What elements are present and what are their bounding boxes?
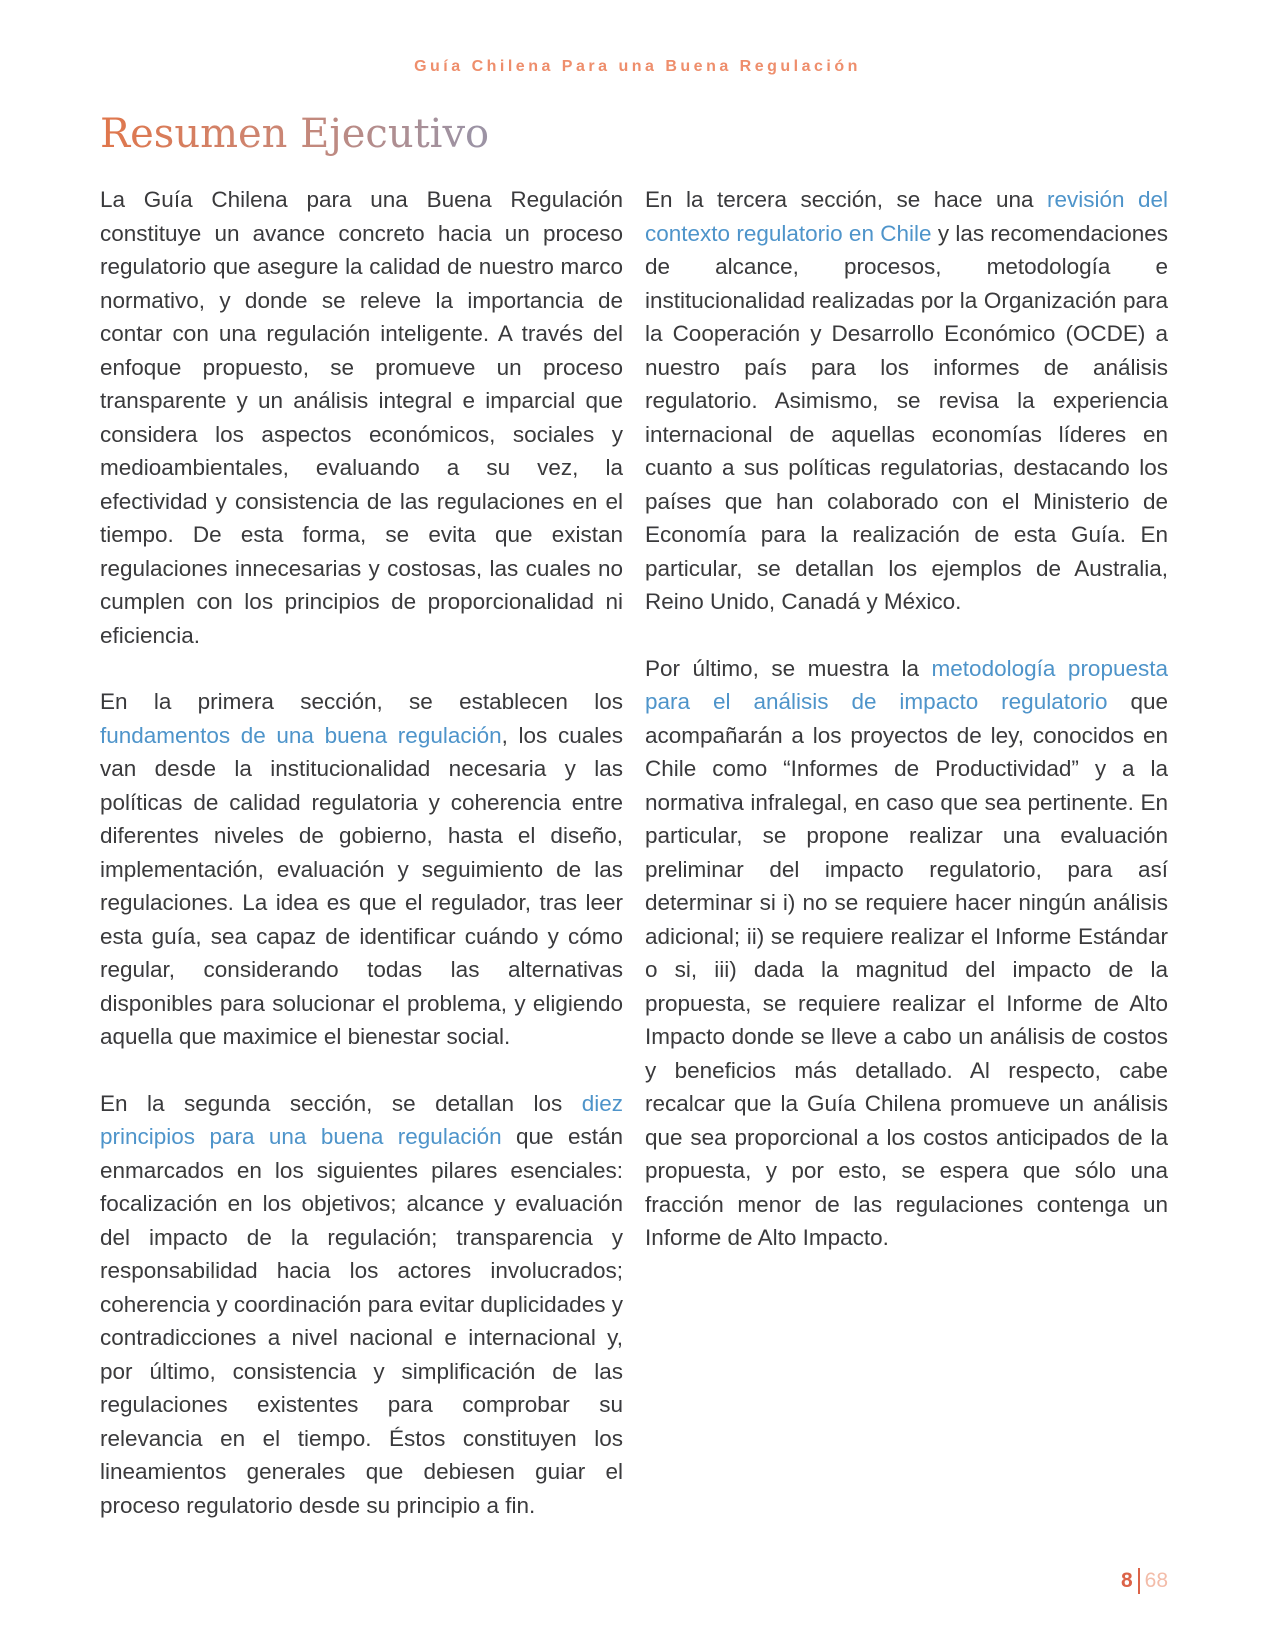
- total-page-number: 68: [1144, 1569, 1168, 1592]
- cross-reference-link[interactable]: metodología propuesta para el análisis de impacto regulatorio: [645, 655, 1168, 714]
- body-text: que están enmarcados en los siguientes pilares esenciales: focalización en los objetivos; alcance y evaluación del impacto de la regulación; transparencia y responsabilidad hacia los actores involucrados; coherencia y coordinación para evitar duplicidades y contradicciones a nivel nacional e internacional y, por último, consistencia y simplificación de las regulaciones existentes para comprobar su relevancia en el tiempo. Éstos constituyen los lineamientos generales que debiesen guiar el proceso regulatorio desde su principio a fin.: [100, 1124, 623, 1518]
- body-text: , los cuales van desde la institucionalidad necesaria y las políticas de calidad regulatoria y coherencia entre diferentes niveles de gobierno, hasta el diseño, implementación, evaluación y seguimiento de las regulaciones. La idea es que el regulador, tras leer esta guía, sea capaz de identificar cuándo y cómo regular, considerando todas las alternativas disponibles para solucionar el problema, y eligiendo aquella que maximice el bienestar social.: [100, 722, 623, 1049]
- paragraph: [100, 183, 623, 652]
- page-title: Resumen Ejecutivo: [100, 111, 490, 157]
- page-number: [1121, 1568, 1168, 1594]
- right-column: [645, 183, 1168, 1555]
- paragraph: [100, 685, 623, 1054]
- body-text: La Guía Chilena para una Buena Regulación constituye un avance concreto hacia un proceso regulatorio que asegure la calidad de nuestro marco normativo, y donde se releve la importancia de contar con una regulación inteligente. A través del enfoque propuesto, se promueve un proceso transparente y un análisis integral e imparcial que considera los aspectos económicos, sociales y medioambientales, evaluando a su vez, la efectividad y consistencia de las regulaciones en el tiempo. De esta forma, se evita que existan regulaciones innecesarias y costosas, las cuales no cumplen con los principios de proporcionalidad ni eficiencia.: [100, 187, 623, 648]
- page-number-divider: [1138, 1568, 1140, 1594]
- body-text: En la primera sección, se establecen los: [100, 689, 623, 714]
- current-page-number: 8: [1120, 1569, 1133, 1592]
- body-text: y las recomendaciones de alcance, procesos, metodología e institucionalidad realizadas por la Organización para la Cooperación y Desarrollo Económico (OCDE) a nuestro país para los informes de análisis regulatorio. Asimismo, se revisa la experiencia internacional de aquellas economías líderes en cuanto a sus políticas regulatorias, destacando los países que han colaborado con el Ministerio de Economía para la realización de esta Guía. En particular, se detallan los ejemplos de Australia, Reino Unido, Canadá y México.: [645, 220, 1168, 614]
- body-text: En la segunda sección, se detallan los: [100, 1090, 582, 1116]
- running-header: Guía Chilena Para una Buena Regulación: [414, 58, 861, 75]
- cross-reference-link[interactable]: revisión del contexto regulatorio en Chile: [645, 187, 1169, 246]
- body-text: que acompañarán a los proyectos de ley, conocidos en Chile como “Informes de Productividad” y a la normativa infralegal, en caso que sea pertinente. En particular, se propone realizar una evaluación preliminar del impacto regulatorio, para así determinar si i) no se requiere hacer ningún análisis adicional; ii) se requiere realizar el Informe Estándar o si, iii) dada la magnitud del impacto de la propuesta, se requiere realizar el Informe de Alto Impacto donde se lleve a cabo un análisis de costos y beneficios más detallado. Al respecto, cabe recalcar que la Guía Chilena promueve un análisis que sea proporcional a los costos anticipados de la propuesta, y por esto, se espera que sólo una fracción menor de las regulaciones contenga un Informe de Alto Impacto.: [645, 689, 1168, 1250]
- paragraph: [100, 1087, 623, 1523]
- text-columns: [100, 183, 1168, 1555]
- left-column: [100, 183, 623, 1555]
- body-text: Por último, se muestra la: [645, 655, 932, 681]
- body-text: En la tercera sección, se hace una: [645, 187, 1047, 212]
- cross-reference-link[interactable]: fundamentos de una buena regulación: [100, 722, 502, 748]
- cross-reference-link[interactable]: diez principios para una buena regulación: [100, 1090, 623, 1149]
- paragraph: [645, 183, 1168, 619]
- paragraph: [645, 652, 1168, 1255]
